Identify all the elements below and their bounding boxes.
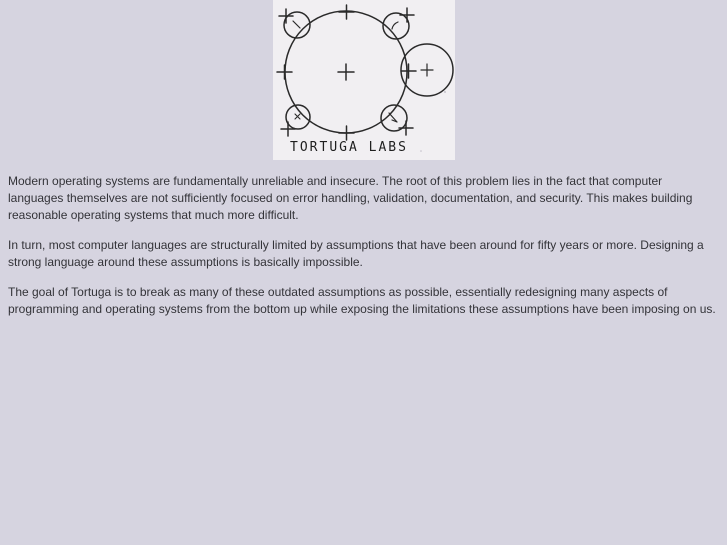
- paragraph-os-unreliable: Modern operating systems are fundamentally unreliable and insecure. The root of this problem lies in the fact that computer languages themselves are not sufficiently focused on error handling, validation, documentation, and security. This makes building reasonable operating systems that much more difficult.: [8, 174, 693, 222]
- tortuga-labs-logo: [273, 0, 455, 160]
- logo-scan-background: [273, 0, 455, 160]
- logo-caption: TORTUGA LABS: [289, 140, 408, 155]
- logo-drawing-icon: [273, 0, 455, 160]
- scan-speck: [444, 91, 446, 93]
- body-text: [8, 173, 719, 318]
- paragraph-tortuga-goal: The goal of Tortuga is to break as many of these outdated assumptions as possible, essentially redesigning many aspects of programming and operating systems from the bottom up while exposing the limitations these assumptions have been imposing on us.: [8, 285, 716, 316]
- paragraph-language-assumptions: In turn, most computer languages are structurally limited by assumptions that have been around for fifty years or more. Designing a strong language around these assumptions is basically impossible.: [8, 238, 704, 269]
- scan-speck: [420, 150, 422, 152]
